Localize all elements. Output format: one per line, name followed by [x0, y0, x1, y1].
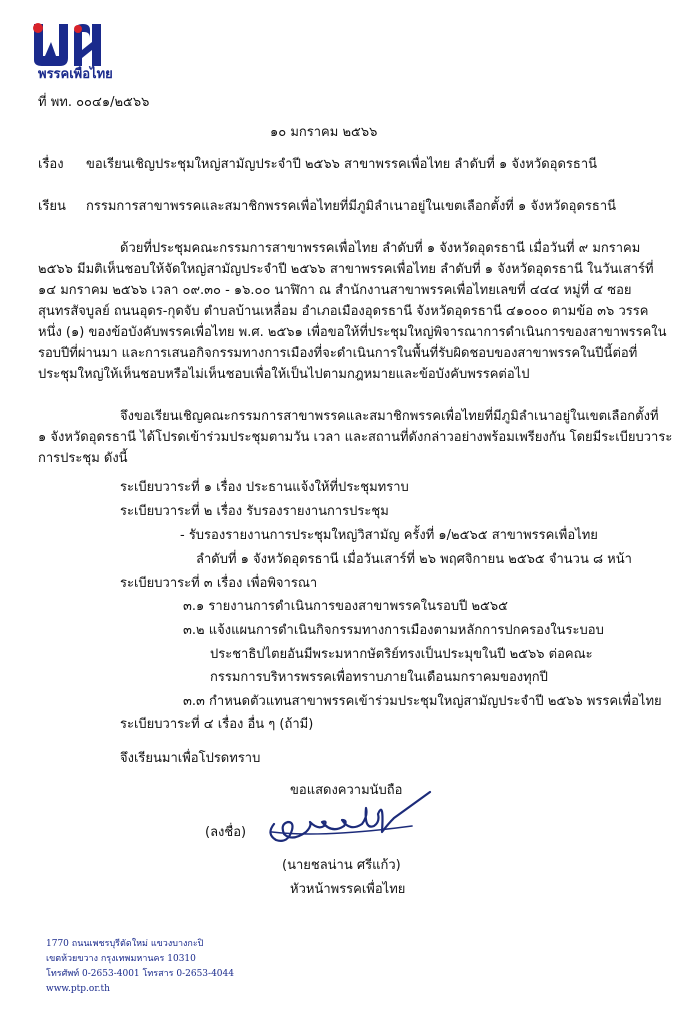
party-logo-letters	[30, 20, 114, 68]
agenda-item-3: ระเบียบวาระที่ ๓ เรื่อง เพื่อพิจารณา	[120, 576, 318, 591]
paragraph-1-line: หนึ่ง (๑) ของข้อบังคับพรรคเพื่อไทย พ.ศ. ๒๕๖๑ เพื่อขอให้ที่ประชุมใหญ่พิจารณาการดำเนินการของสาขาพรรคใน	[38, 325, 667, 340]
paragraph-1-line: ด้วยที่ประชุมคณะกรรมการสาขาพรรคเพื่อไทย ลำดับที่ ๑ จังหวัดอุดรธานี เมื่อวันที่ ๙ มกราคม	[120, 241, 641, 256]
closing-text: จึงเรียนมาเพื่อโปรดทราบ	[120, 751, 261, 766]
agenda-item-3-1: ๓.๑ รายงานการดำเนินการของสาขาพรรคในรอบปี ๒๕๖๕	[183, 599, 508, 614]
subject-label: เรื่อง	[38, 157, 64, 172]
handwritten-signature	[262, 783, 437, 848]
reference-number: ที่ พท. ๐๐๔๑/๒๕๖๖	[38, 95, 150, 110]
party-logo-name: พรรคเพื่อไทย	[38, 67, 113, 82]
agenda-item-2-detail: ลำดับที่ ๑ จังหวัดอุดรธานี เมื่อวันเสาร์ที่ ๒๖ พฤศจิกายน ๒๕๖๕ จำนวน ๘ หน้า	[196, 552, 632, 567]
paragraph-2-line: การประชุม ดังนี้	[38, 451, 128, 466]
paragraph-1-line: ประชุมใหญ่ให้เห็นชอบหรือไม่เห็นชอบเพื่อให้เป็นไปตามกฎหมายและข้อบังคับพรรคต่อไป	[38, 367, 530, 382]
document-date: ๑๐ มกราคม ๒๕๖๖	[270, 125, 378, 140]
sign-label: (ลงชื่อ)	[205, 825, 247, 840]
agenda-item-3-3: ๓.๓ กำหนดตัวแทนสาขาพรรคเข้าร่วมประชุมใหญ่สามัญประจำปี ๒๕๖๖ พรรคเพื่อไทย	[183, 694, 662, 709]
footer-address-line: เขตห้วยขวาง กรุงเทพมหานคร 10310	[46, 954, 196, 964]
recipient-text: กรรมการสาขาพรรคและสมาชิกพรรคเพื่อไทยที่มีภูมิลำเนาอยู่ในเขตเลือกตั้งที่ ๑ จังหวัดอุดรธานี	[86, 199, 617, 214]
footer-website: www.ptp.or.th	[46, 984, 110, 994]
paragraph-1-line: ๒๕๖๖ มีมติเห็นชอบให้จัดใหญ่สามัญประจำปี ๒๕๖๖ สาขาพรรคเพื่อไทย ลำดับที่ ๑ จังหวัดอุดรธานี ในวันเสาร์ที่	[38, 262, 654, 277]
agenda-item-3-2-cont: ประชาธิปไตยอันมีพระมหากษัตริย์ทรงเป็นประมุขในปี ๒๕๖๖ ต่อคณะ	[210, 647, 593, 662]
agenda-item-3-2: ๓.๒ แจ้งแผนการดำเนินกิจกรรมทางการเมืองตามหลักการปกครองในระบอบ	[183, 623, 604, 638]
agenda-item-3-2-cont: กรรมการบริหารพรรคเพื่อทราบภายในเดือนมกราคมของทุกปี	[210, 670, 548, 685]
paragraph-2-line: จึงขอเรียนเชิญคณะกรรมการสาขาพรรคและสมาชิกพรรคเพื่อไทยที่มีภูมิลำเนาอยู่ในเขตเลือกตั้งที่	[120, 409, 659, 424]
subject-text: ขอเรียนเชิญประชุมใหญ่สามัญประจำปี ๒๕๖๖ สาขาพรรคเพื่อไทย ลำดับที่ ๑ จังหวัดอุดรธานี	[86, 157, 598, 172]
paragraph-1-line: สุนทรสัจบูลย์ ถนนอุดร-กุดจับ ตำบลบ้านเหลื่อม อำเภอเมืองอุดรธานี จังหวัดอุดรธานี ๔๑๐๐๐ ตามข้อ ๓๖ วรรค	[38, 304, 649, 319]
signer-name: (นายชลน่าน ศรีแก้ว)	[282, 858, 401, 873]
paragraph-1-line: รอบปีที่ผ่านมา และการเสนอกิจกรรมทางการเมืองที่จะดำเนินการในพื้นที่รับผิดชอบของสาขาพรรคในปีนี้ต่อที่	[38, 346, 638, 361]
recipient-label: เรียน	[38, 199, 66, 214]
footer-address-line: 1770 ถนนเพชรบุรีตัดใหม่ แขวงบางกะปิ	[46, 939, 204, 949]
agenda-item-2: ระเบียบวาระที่ ๒ เรื่อง รับรองรายงานการประชุม	[120, 504, 389, 519]
footer-phone-line: โทรศัพท์ 0-2653-4001 โทรสาร 0-2653-4044	[46, 969, 234, 979]
agenda-item-2-detail: - รับรองรายงานการประชุมใหญ่วิสามัญ ครั้งที่ ๑/๒๕๖๕ สาขาพรรคเพื่อไทย	[180, 528, 598, 543]
signer-title: หัวหน้าพรรคเพื่อไทย	[290, 882, 406, 897]
paragraph-2-line: ๑ จังหวัดอุดรธานี ได้โปรดเข้าร่วมประชุมตามวัน เวลา และสถานที่ดังกล่าวอย่างพร้อมเพรียงกัน โดยมีระเบียบวาระ	[38, 430, 673, 445]
regards-text: ขอแสดงความนับถือ	[290, 783, 403, 798]
paragraph-1-line: ๑๔ มกราคม ๒๕๖๖ เวลา ๐๙.๓๐ - ๑๖.๐๐ นาฬิกา ณ สำนักงานสาขาพรรคเพื่อไทยเลขที่ ๔๔๔ หมู่ที่ ๔ ซอย	[38, 283, 632, 298]
agenda-item-4: ระเบียบวาระที่ ๔ เรื่อง อื่น ๆ (ถ้ามี)	[120, 717, 314, 732]
agenda-item-1: ระเบียบวาระที่ ๑ เรื่อง ประธานแจ้งให้ที่ประชุมทราบ	[120, 480, 409, 495]
